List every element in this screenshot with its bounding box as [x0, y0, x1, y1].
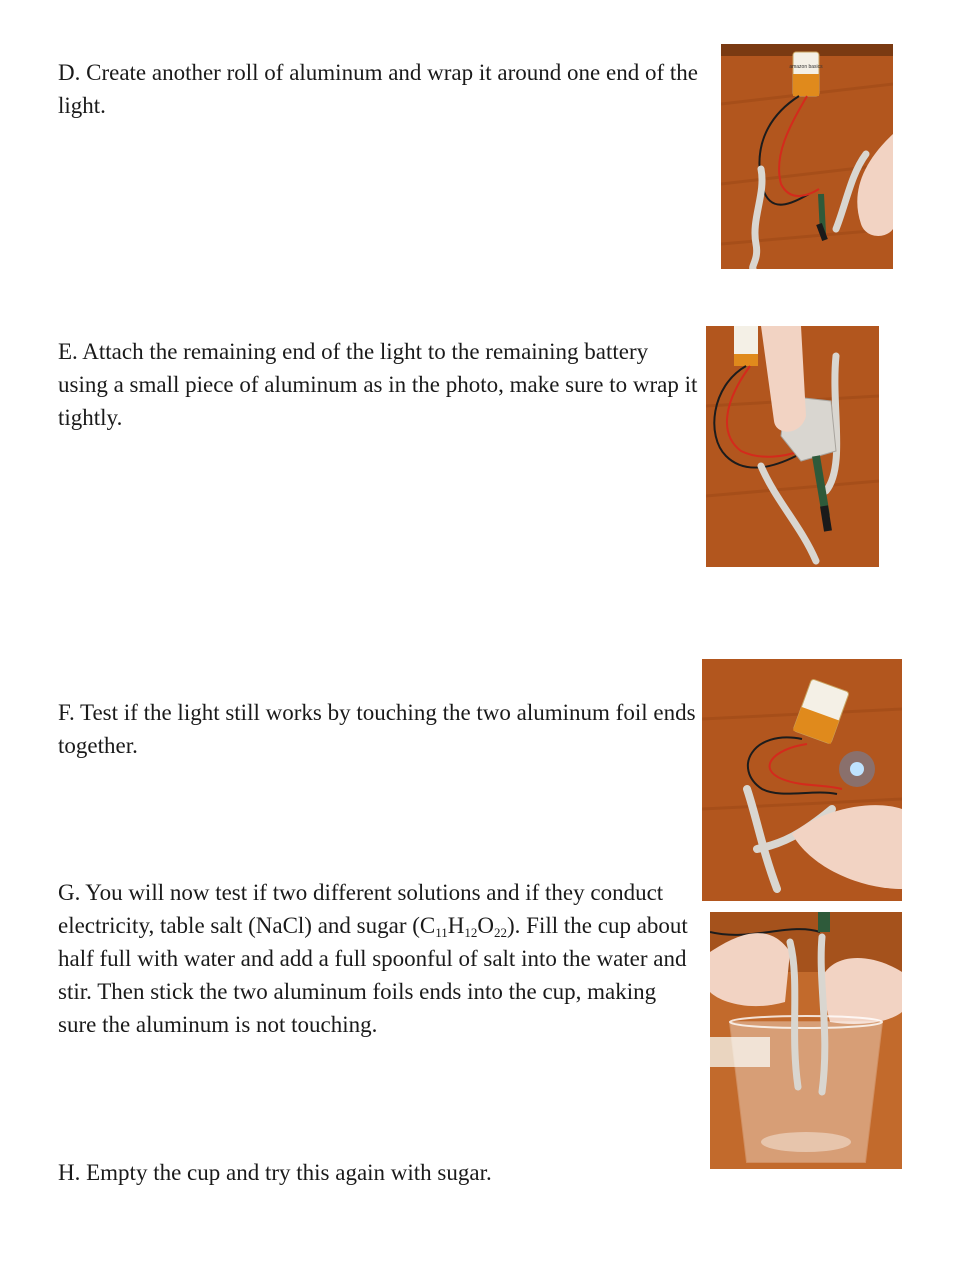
- step-g-o: O: [477, 913, 495, 938]
- step-h-text: H. Empty the cup and try this again with sugar.: [58, 1160, 492, 1185]
- step-e-photo: [706, 326, 879, 567]
- battery-label: amazon basics: [789, 64, 823, 70]
- step-g-text: [58, 876, 694, 1041]
- step-d-photo: [721, 44, 893, 269]
- step-e-text: E. Attach the remaining end of the light to the remaining battery using a small piece of aluminum as in the photo, make sure to wrap it tightly.: [58, 339, 698, 430]
- step-g-photo: [710, 912, 902, 1169]
- step-g-subscript-o: 22: [494, 925, 508, 940]
- step-f-text: F. Test if the light still works by touching the two aluminum foil ends together.: [58, 700, 696, 758]
- step-g-h: H: [447, 913, 465, 938]
- step-e-photo-graphic: [706, 326, 879, 567]
- battery-9v: [789, 52, 823, 96]
- step-f-photo-graphic: [702, 659, 902, 901]
- step-d-photo-graphic: [721, 44, 893, 269]
- step-f-photo: [702, 659, 902, 901]
- step-g-text-part2: ). Fill the cup about half full with water and add a full spoonful of salt into the water and stir. Then stick the two aluminum foils ends into the cup, making sure the aluminum is not touching.: [58, 913, 688, 1037]
- step-g-subscript-h: 12: [464, 925, 478, 940]
- step-g-text-part1: G. You will now test if two different solutions and if they conduct electricity, table salt (NaCl) and sugar (C: [58, 880, 664, 938]
- step-g-photo-graphic: [710, 912, 902, 1169]
- step-d-text: D. Create another roll of aluminum and wrap it around one end of the light.: [58, 60, 698, 118]
- step-g-subscript-c: 11: [435, 925, 448, 940]
